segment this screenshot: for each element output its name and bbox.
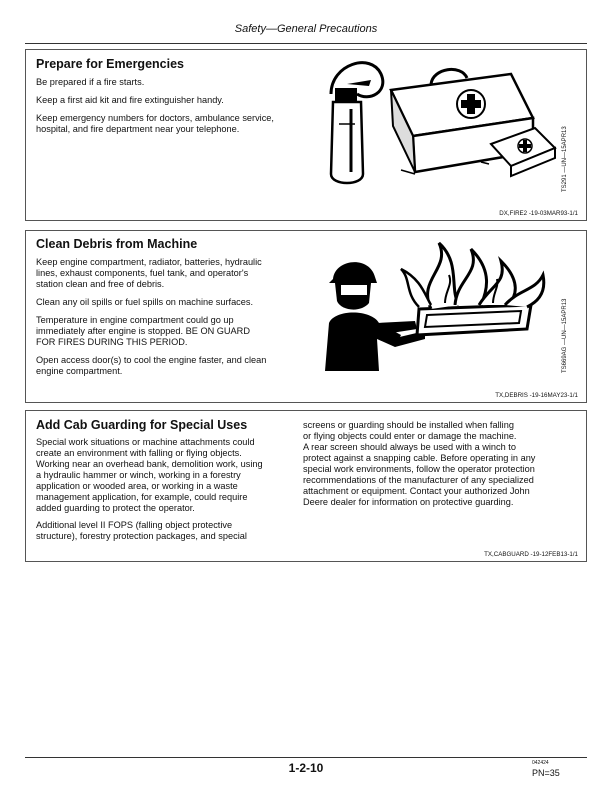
page-number: 1-2-10	[288, 761, 324, 775]
section-title: Clean Debris from Machine	[36, 237, 198, 251]
fire-hazard-worker-illustration	[321, 239, 561, 375]
header-rule	[25, 43, 587, 44]
paragraph: Additional level II FOPS (falling object protective structure), forestry protection packages, and special	[36, 520, 247, 541]
document-code: TX,CABGUARD -19-12FEB13-1/1	[484, 551, 578, 558]
fire-extinguisher-first-aid-kit-illustration	[311, 54, 563, 194]
section-title: Prepare for Emergencies	[36, 57, 184, 71]
date-code: 042424	[532, 760, 549, 766]
page-header-title: Safety—General Precautions	[234, 23, 378, 35]
paragraph: Keep engine compartment, radiator, batteries, hydraulic lines, exhaust components, fuel tank, and operator's station clean and free of debris.	[36, 257, 262, 289]
figure-id: TS291 —UN—15APR13	[562, 126, 568, 192]
paragraph: screens or guarding should be installed when falling or flying objects could enter or damage the machine. A rear screen should always be used with a winch to protect against a snapping cable. Before operating in any special work environments, follow the operator protection recommendations of the manufacturer of any specialized attachment or equipment. Contact your authorized John Deere dealer for information on protective guarding.	[303, 420, 536, 507]
paragraph: Keep a first aid kit and fire extinguisher handy.	[36, 95, 224, 105]
paragraph: Open access door(s) to cool the engine faster, and clean engine compartment.	[36, 355, 267, 376]
paragraph: Keep emergency numbers for doctors, ambulance service, hospital, and fire department near your telephone.	[36, 113, 274, 134]
paragraph: Clean any oil spills or fuel spills on machine surfaces.	[36, 297, 254, 307]
pn-label: PN=35	[532, 768, 560, 778]
section-title: Add Cab Guarding for Special Uses	[36, 418, 248, 432]
paragraph: Temperature in engine compartment could go up immediately after engine is stopped. BE ON GUARD FOR FIRES DURING THIS PERIOD.	[36, 315, 250, 347]
paragraph: Special work situations or machine attachments could create an environment with falling or flying objects. Working near an overhead bank, demolition work, using a hydraulic hammer or winch, working in a forestry application or wooded area, or working in a waste management application, for example, could require added guarding to protect the operator.	[36, 437, 263, 513]
figure-id: TS669AG —UN—15APR13	[562, 298, 568, 373]
document-code: TX,DEBRIS -19-16MAY23-1/1	[495, 392, 578, 399]
footer-rule	[25, 757, 587, 758]
paragraph: Be prepared if a fire starts.	[36, 77, 145, 87]
section-clean-debris	[25, 230, 587, 403]
document-code: DX,FIRE2 -19-03MAR93-1/1	[499, 210, 578, 217]
section-add-cab-guarding	[25, 410, 587, 562]
section-prepare-for-emergencies	[25, 49, 587, 221]
